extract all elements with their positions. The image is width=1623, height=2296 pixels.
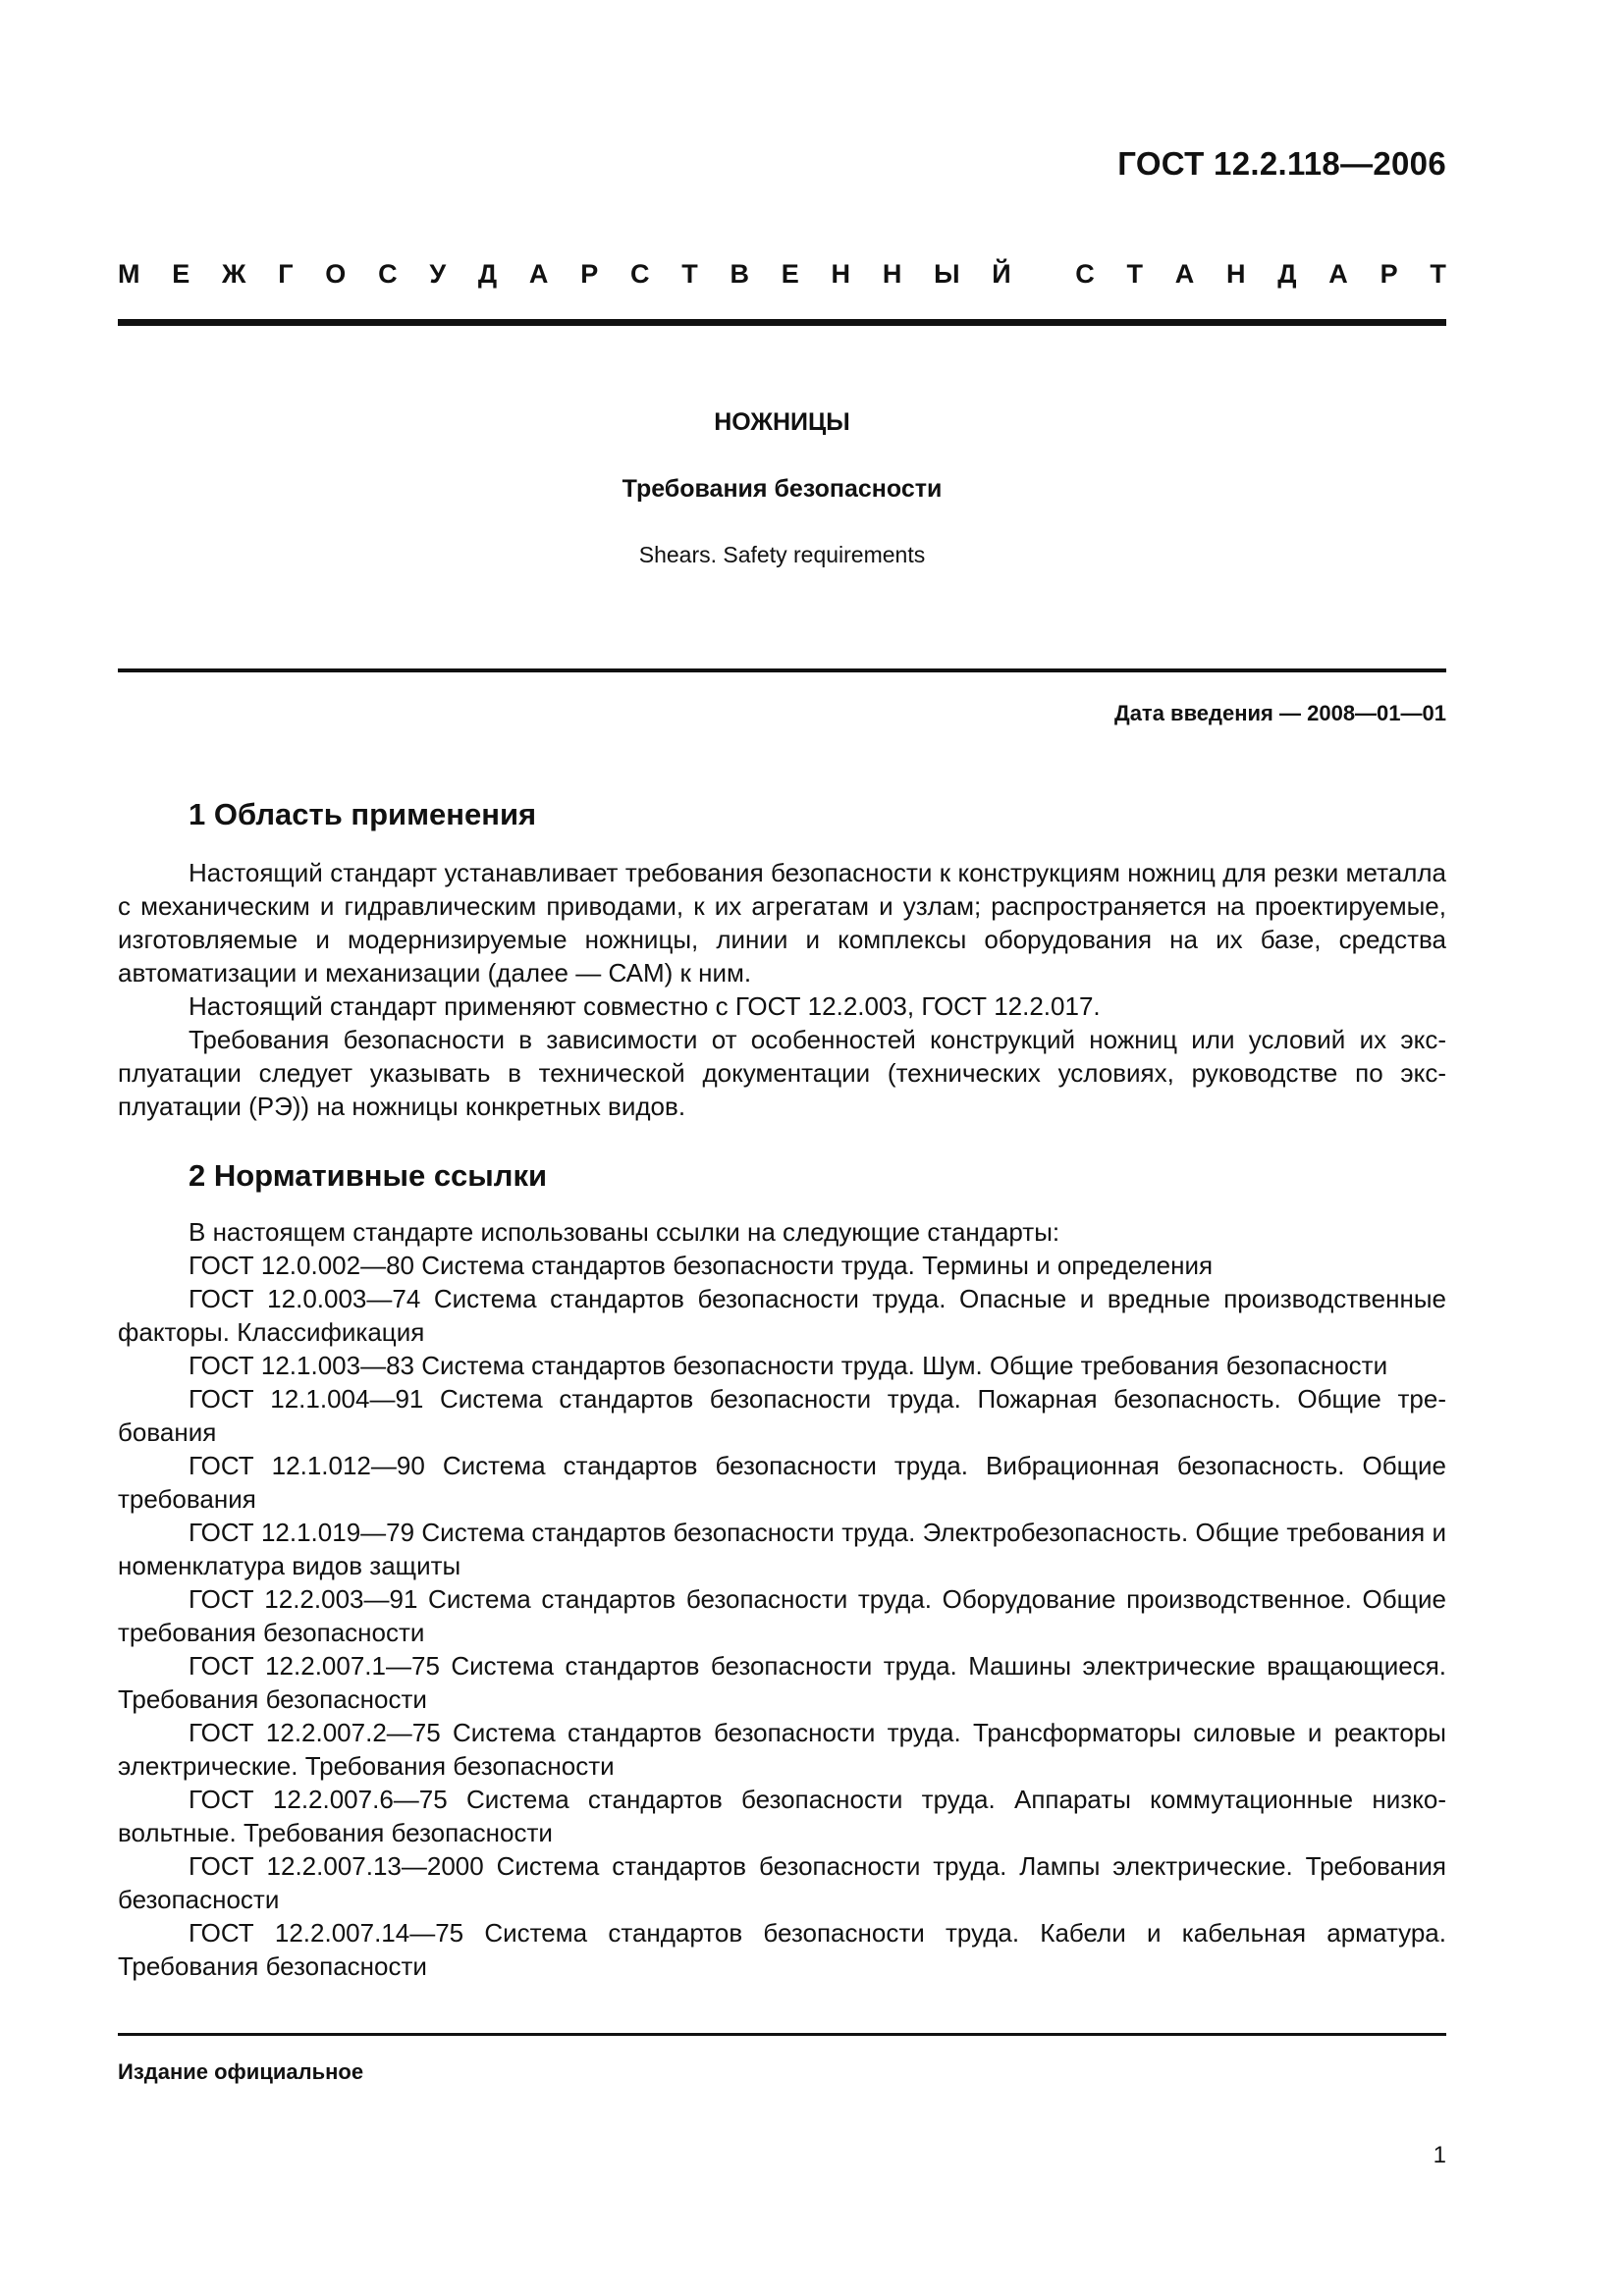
banner-letter: Н	[1226, 259, 1246, 289]
reference-item: ГОСТ 12.1.003—83 Система стандартов безопасности труда. Шум. Общие требования безопасности	[189, 1351, 1388, 1380]
banner-letter: Р	[580, 259, 599, 289]
section-1-body	[118, 856, 1446, 1123]
banner-letter: В	[730, 259, 749, 289]
top-divider	[118, 319, 1446, 326]
reference-item: ГОСТ 12.1.004—91 Система стандартов безопасности труда. Пожарная безопасность. Общие требования	[118, 1384, 1446, 1447]
document-code: ГОСТ 12.2.118—2006	[1117, 145, 1446, 182]
english-title: Shears. Safety requirements	[638, 542, 926, 567]
footer-divider	[118, 2033, 1446, 2036]
section-2-body	[118, 1215, 1446, 1983]
banner-letter: С	[629, 259, 650, 289]
reference-item: ГОСТ 12.2.007.1—75 Система стандартов безопасности труда. Машины электрические вращающиеся. Требования безопасности	[118, 1651, 1446, 1714]
reference-item: ГОСТ 12.0.003—74 Система стандартов безопасности труда. Опасные и вредные производственные факторы. Классификация	[118, 1284, 1446, 1347]
banner-letter: Й	[992, 259, 1011, 289]
banner-letter: А	[1328, 259, 1348, 289]
banner-letter: Д	[1277, 259, 1297, 289]
banner-letter: А	[528, 259, 549, 289]
banner-letter: Т	[1430, 259, 1446, 289]
banner-letter: У	[429, 259, 447, 289]
document-title: НОЖНИЦЫ	[714, 408, 850, 436]
reference-item: ГОСТ 12.2.007.14—75 Система стандартов безопасности труда. Кабели и кабельная арматура. Требования безопасности	[118, 1918, 1446, 1981]
document-subtitle: Требования безопасности	[622, 475, 943, 503]
banner-letter: Т	[1126, 259, 1143, 289]
section-1-heading: 1 Область применения	[189, 797, 537, 831]
banner-letter: Н	[882, 259, 902, 289]
paragraph: Требования безопасности в зависимости от особенностей конструкций ножниц или условий их эксплуатации следует указывать в технической документации (технических условиях, руководстве по эксплуатации (РЭ)) на ножницы конкретных видов.	[118, 1025, 1446, 1121]
reference-item: ГОСТ 12.2.003—91 Система стандартов безопасности труда. Оборудование производственное. Общие требования безопасности	[118, 1584, 1446, 1647]
introduction-date: Дата введения — 2008—01—01	[1114, 701, 1446, 725]
references-intro: В настоящем стандарте использованы ссылки на следующие стандарты:	[189, 1217, 1060, 1247]
banner-letter: М	[118, 259, 140, 289]
banner-letter: С	[1075, 259, 1095, 289]
banner-letter: Ы	[934, 259, 960, 289]
title-divider	[118, 668, 1446, 672]
reference-item: ГОСТ 12.2.007.13—2000 Система стандартов безопасности труда. Лампы электрические. Требования безопасности	[118, 1851, 1446, 1914]
reference-item: ГОСТ 12.2.007.2—75 Система стандартов безопасности труда. Трансформаторы силовые и реакторы электрические. Требования безопасности	[118, 1718, 1446, 1781]
reference-item: ГОСТ 12.1.012—90 Система стандартов безопасности труда. Вибрационная безопасность. Общие требования	[118, 1451, 1446, 1514]
banner-letter: Ж	[222, 259, 246, 289]
banner-letter: Е	[172, 259, 190, 289]
banner-letter: Д	[477, 259, 498, 289]
banner-letter: С	[378, 259, 398, 289]
section-2-heading: 2 Нормативные ссылки	[189, 1158, 548, 1193]
paragraph: Настоящий стандарт устанавливает требования безопасности к конструкциям ножниц для резки металла с механическим и гидравлическим приводами, к их агрегатам и узлам; распространяется на проектируемые, изготовляемые и модернизируемые ножницы, линии и комплексы оборудования на их базе, средства автоматизации и механизации (далее — САМ) к ним.	[118, 858, 1446, 988]
banner-letter: Р	[1380, 259, 1398, 289]
reference-item: ГОСТ 12.2.007.6—75 Система стандартов безопасности труда. Аппараты коммутационные низковольтные. Требования безопасности	[118, 1785, 1446, 1847]
page-number: 1	[1433, 2142, 1446, 2168]
banner-letter: Е	[781, 259, 799, 289]
banner-letter: О	[325, 259, 347, 289]
reference-item: ГОСТ 12.1.019—79 Система стандартов безопасности труда. Электробезопасность. Общие требования и номенклатура видов защиты	[118, 1518, 1446, 1580]
reference-item: ГОСТ 12.0.002—80 Система стандартов безопасности труда. Термины и определения	[189, 1251, 1214, 1280]
standard-type-banner	[118, 259, 1446, 290]
paragraph: Настоящий стандарт применяют совместно с ГОСТ 12.2.003, ГОСТ 12.2.017.	[189, 991, 1101, 1021]
banner-letter: Т	[681, 259, 698, 289]
edition-note: Издание официальное	[118, 2059, 364, 2084]
banner-letter: А	[1174, 259, 1195, 289]
banner-letter: Н	[831, 259, 851, 289]
banner-letter: Г	[278, 259, 294, 289]
